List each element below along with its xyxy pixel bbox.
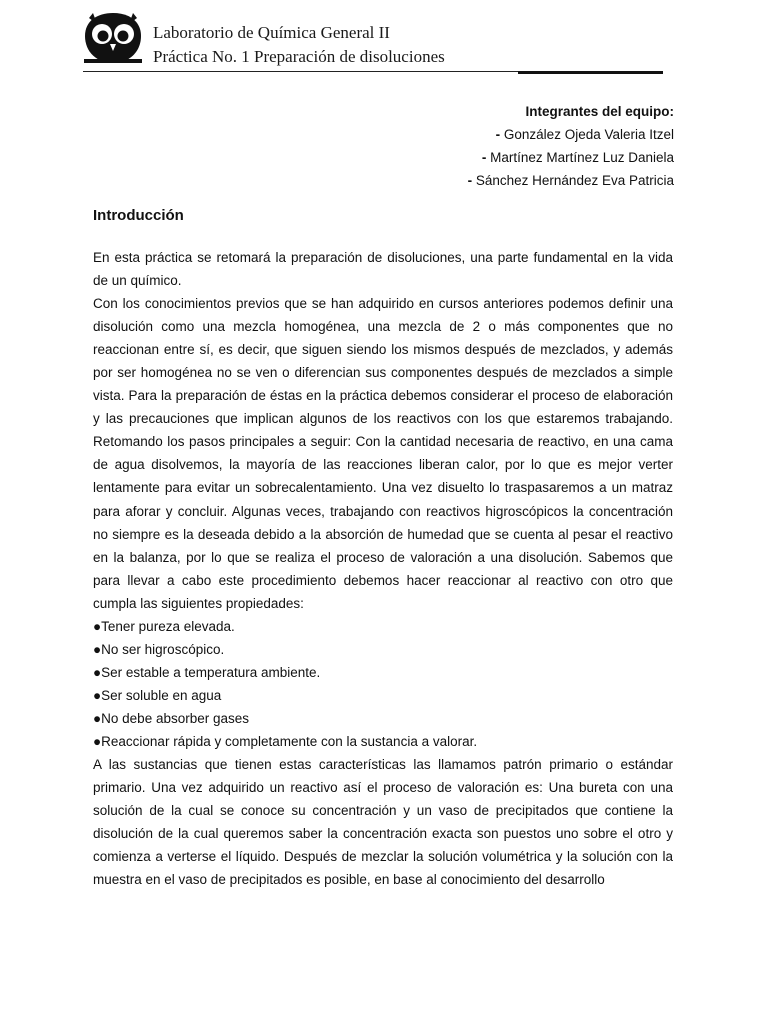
list-item <box>93 661 673 684</box>
document-header <box>83 10 663 76</box>
bullet-icon: ● <box>93 710 102 726</box>
bullet-icon: ● <box>93 733 102 749</box>
team-members-block <box>468 100 674 192</box>
header-accent-divider <box>518 71 663 74</box>
list-item-text: Tener pureza elevada. <box>101 618 235 634</box>
list-item-text: Ser estable a temperatura ambiente. <box>101 664 321 680</box>
list-item-text: Ser soluble en agua <box>101 687 222 703</box>
list-item <box>93 707 673 730</box>
member-name: Sánchez Hernández Eva Patricia <box>475 173 674 188</box>
paragraph: A las sustancias que tienen estas características las llamamos patrón primario o estándar primario. Una vez adquirido un reactivo así el proceso de valoración es: Una bureta con una solución de la cual se conoce su concentración y un vaso de precipitados que contiene la disolución de la cual queremos saber la concentración exacta son puestos uno sobre el otro y comienza a verterse el líquido. Después de mezclar la solución volumétrica y la solución con la muestra en el vaso de precipitados es posible, en base al conocimiento del desarrollo <box>93 757 673 888</box>
bullet-icon: ● <box>93 687 102 703</box>
member-dash: - <box>481 150 491 165</box>
team-member <box>468 123 674 146</box>
paragraph: Con los conocimientos previos que se han adquirido en cursos anteriores podemos definir una disolución como una mezcla homogénea, una mezcla de 2 o más componentes que no reaccionan entre sí, es decir, que siguen siendo los mismos después de mezclados, y además por ser homogénea no se ven o diferencian sus componentes después de mezclados a simple vista. Para la preparación de éstas en la práctica debemos considerar el proceso de elaboración y las precauciones que implican algunos de los reactivos con los que estaremos trabajando. Retomando los pasos principales a seguir: Con la cantidad necesaria de reactivo, en una cama de agua disolvemos, la mayoría de las reacciones liberan calor, por lo que es mejor verter lentamente para evitar un sobrecalentamiento. Una vez disuelto lo traspasaremos a un matraz para aforar y concluir. Algunas veces, trabajando con reactivos higroscópicos la concentración no siempre es la deseada debido a la absorción de humedad que se cuenta al pesar el reactivo en la balanza, por lo que se realiza el proceso de valoración a una disolución. Sabemos que para llevar a cabo este procedimiento debemos hacer reaccionar al reactivo con otro que cumpla las siguientes propiedades: <box>93 296 673 611</box>
member-name: Martínez Martínez Luz Daniela <box>490 150 674 165</box>
list-item-text: Reaccionar rápida y completamente con la sustancia a valorar. <box>101 733 478 749</box>
owl-logo-icon <box>83 10 143 66</box>
paragraph: En esta práctica se retomará la preparación de disoluciones, una parte fundamental en la vida de un químico. <box>93 250 673 289</box>
bullet-icon: ● <box>93 664 102 680</box>
list-item <box>93 730 673 753</box>
list-item <box>93 638 673 661</box>
introduction-body <box>93 246 673 891</box>
list-item-text: No debe absorber gases <box>101 710 250 726</box>
member-dash: - <box>467 173 476 188</box>
list-item-text: No ser higroscópico. <box>101 641 225 657</box>
bullet-icon: ● <box>93 618 102 634</box>
member-dash: - <box>495 127 504 142</box>
team-heading: Integrantes del equipo: <box>525 104 674 119</box>
team-member <box>468 169 674 192</box>
team-member <box>468 146 674 169</box>
list-item <box>93 615 673 638</box>
practice-title: Práctica No. 1 Preparación de disoluciones <box>153 47 445 66</box>
course-title: Laboratorio de Química General II <box>153 23 390 42</box>
list-item <box>93 684 673 707</box>
section-title: Introducción <box>93 207 184 224</box>
properties-list <box>93 615 673 753</box>
bullet-icon: ● <box>93 641 102 657</box>
member-name: González Ojeda Valeria Itzel <box>503 127 674 142</box>
